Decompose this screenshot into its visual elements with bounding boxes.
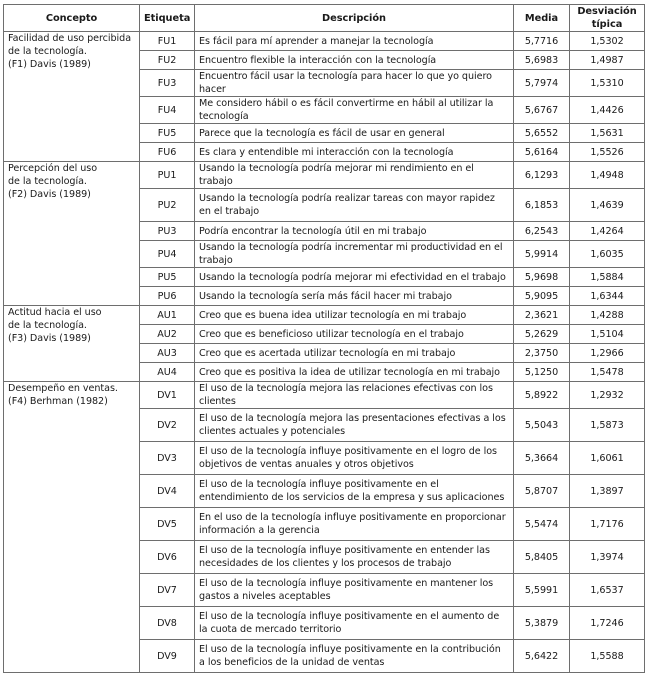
mean-cell: 5,6552	[514, 124, 570, 143]
table-body	[4, 32, 645, 673]
item-label-cell: FU6	[140, 143, 195, 162]
mean-cell: 5,6164	[514, 143, 570, 162]
mean-cell: 5,8405	[514, 541, 570, 574]
item-label-cell: PU5	[140, 268, 195, 287]
mean-cell: 5,5043	[514, 409, 570, 442]
item-description-cell: Usando la tecnología podría mejorar mi rendimiento en el trabajo	[195, 162, 514, 189]
mean-cell: 5,3879	[514, 607, 570, 640]
std-dev-cell: 1,5588	[570, 640, 645, 673]
std-dev-cell: 1,7246	[570, 607, 645, 640]
item-description-cell: Creo que es buena idea utilizar tecnología en mi trabajo	[195, 306, 514, 325]
item-label-cell: PU3	[140, 222, 195, 241]
std-dev-cell: 1,4264	[570, 222, 645, 241]
concept-line: (F3) Davis (1989)	[8, 333, 91, 344]
std-dev-cell: 1,4426	[570, 97, 645, 124]
std-dev-cell: 1,4987	[570, 51, 645, 70]
table-row	[4, 162, 645, 189]
item-label-cell: DV8	[140, 607, 195, 640]
item-description-cell: Es clara y entendible mi interacción con la tecnología	[195, 143, 514, 162]
concept-line: Actitud hacia el uso	[8, 307, 102, 318]
table-row	[4, 32, 645, 51]
item-description-cell: El uso de la tecnología influye positivamente en entender las necesidades de los clientes y los procesos de trabajo	[195, 541, 514, 574]
item-description-cell: El uso de la tecnología influye positivamente en mantener los gastos a niveles aceptables	[195, 574, 514, 607]
item-label-cell: DV4	[140, 475, 195, 508]
mean-cell: 5,8922	[514, 382, 570, 409]
std-dev-cell: 1,3974	[570, 541, 645, 574]
item-description-cell: Me considero hábil o es fácil convertirme en hábil al utilizar la tecnología	[195, 97, 514, 124]
table-row	[4, 382, 645, 409]
mean-cell: 5,6767	[514, 97, 570, 124]
concept-line: Percepción del uso	[8, 163, 98, 174]
item-label-cell: DV1	[140, 382, 195, 409]
item-label-cell: DV5	[140, 508, 195, 541]
item-label-cell: PU6	[140, 287, 195, 306]
item-description-cell: Usando la tecnología podría incrementar mi productividad en el trabajo	[195, 241, 514, 268]
item-label-cell: FU1	[140, 32, 195, 51]
mean-cell: 5,7974	[514, 70, 570, 97]
mean-cell: 5,2629	[514, 325, 570, 344]
table-header	[4, 5, 645, 32]
item-description-cell: Encuentro flexible la interacción con la tecnología	[195, 51, 514, 70]
item-description-cell: El uso de la tecnología influye positivamente en el logro de los objetivos de ventas anuales y otros objetivos	[195, 442, 514, 475]
mean-cell: 5,7716	[514, 32, 570, 51]
concept-line: de la tecnología.	[8, 46, 87, 57]
std-dev-cell: 1,5884	[570, 268, 645, 287]
item-description-cell: Creo que es beneficioso utilizar tecnología en el trabajo	[195, 325, 514, 344]
item-label-cell: FU5	[140, 124, 195, 143]
concept-cell	[4, 162, 140, 306]
item-label-cell: FU3	[140, 70, 195, 97]
concept-line: (F1) Davis (1989)	[8, 59, 91, 70]
header-row	[4, 5, 645, 32]
table-row	[4, 306, 645, 325]
concept-line: de la tecnología.	[8, 176, 87, 187]
std-dev-cell: 1,6035	[570, 241, 645, 268]
mean-cell: 5,9095	[514, 287, 570, 306]
std-dev-cell: 1,5478	[570, 363, 645, 382]
item-label-cell: AU4	[140, 363, 195, 382]
mean-cell: 5,6983	[514, 51, 570, 70]
std-dev-cell: 1,6537	[570, 574, 645, 607]
item-label-cell: DV7	[140, 574, 195, 607]
mean-cell: 5,3664	[514, 442, 570, 475]
mean-cell: 5,6422	[514, 640, 570, 673]
concept-cell	[4, 32, 140, 162]
concept-line: (F4) Berhman (1982)	[8, 396, 108, 407]
item-label-cell: DV2	[140, 409, 195, 442]
concept-cell	[4, 382, 140, 673]
std-dev-cell: 1,5631	[570, 124, 645, 143]
concept-line: Facilidad de uso percibida	[8, 33, 132, 44]
header-mean: Media	[514, 5, 570, 32]
std-dev-cell: 1,6344	[570, 287, 645, 306]
std-dev-cell: 1,7176	[570, 508, 645, 541]
item-label-cell: AU1	[140, 306, 195, 325]
item-label-cell: DV9	[140, 640, 195, 673]
item-description-cell: Creo que es acertada utilizar tecnología en mi trabajo	[195, 344, 514, 363]
std-dev-cell: 1,5310	[570, 70, 645, 97]
std-dev-cell: 1,2966	[570, 344, 645, 363]
mean-cell: 5,9914	[514, 241, 570, 268]
std-dev-cell: 1,4948	[570, 162, 645, 189]
header-label: Etiqueta	[140, 5, 195, 32]
item-label-cell: PU1	[140, 162, 195, 189]
item-description-cell: Es fácil para mí aprender a manejar la tecnología	[195, 32, 514, 51]
item-description-cell: En el uso de la tecnología influye positivamente en proporcionar información a la gerencia	[195, 508, 514, 541]
std-dev-cell: 1,2932	[570, 382, 645, 409]
mean-cell: 2,3621	[514, 306, 570, 325]
std-dev-cell: 1,4288	[570, 306, 645, 325]
item-description-cell: El uso de la tecnología mejora las presentaciones efectivas a los clientes actuales y potenciales	[195, 409, 514, 442]
item-description-cell: Parece que la tecnología es fácil de usar en general	[195, 124, 514, 143]
mean-cell: 6,1293	[514, 162, 570, 189]
item-description-cell: Usando la tecnología sería más fácil hacer mi trabajo	[195, 287, 514, 306]
mean-cell: 5,5991	[514, 574, 570, 607]
std-dev-cell: 1,6061	[570, 442, 645, 475]
item-description-cell: El uso de la tecnología influye positivamente en la contribución a los beneficios de la unidad de ventas	[195, 640, 514, 673]
item-label-cell: FU2	[140, 51, 195, 70]
concept-cell	[4, 306, 140, 382]
item-description-cell: Podría encontrar la tecnología útil en mi trabajo	[195, 222, 514, 241]
item-label-cell: FU4	[140, 97, 195, 124]
mean-cell: 6,1853	[514, 189, 570, 222]
std-dev-cell: 1,5873	[570, 409, 645, 442]
mean-cell: 5,1250	[514, 363, 570, 382]
header-concept: Concepto	[4, 5, 140, 32]
item-description-cell: Encuentro fácil usar la tecnología para hacer lo que yo quiero hacer	[195, 70, 514, 97]
item-description-cell: Usando la tecnología podría mejorar mi efectividad en el trabajo	[195, 268, 514, 287]
mean-cell: 5,8707	[514, 475, 570, 508]
item-description-cell: Usando la tecnología podría realizar tareas con mayor rapidez en el trabajo	[195, 189, 514, 222]
concept-line: (F2) Davis (1989)	[8, 189, 91, 200]
std-dev-cell: 1,3897	[570, 475, 645, 508]
mean-cell: 6,2543	[514, 222, 570, 241]
item-label-cell: AU2	[140, 325, 195, 344]
mean-cell: 5,9698	[514, 268, 570, 287]
std-dev-cell: 1,4639	[570, 189, 645, 222]
item-description-cell: El uso de la tecnología mejora las relaciones efectivas con los clientes	[195, 382, 514, 409]
item-label-cell: DV6	[140, 541, 195, 574]
header-description: Descripción	[195, 5, 514, 32]
std-dev-cell: 1,5302	[570, 32, 645, 51]
item-label-cell: AU3	[140, 344, 195, 363]
concept-line: Desempeño en ventas.	[8, 383, 118, 394]
item-description-cell: Creo que es positiva la idea de utilizar tecnología en mi trabajo	[195, 363, 514, 382]
item-label-cell: PU4	[140, 241, 195, 268]
std-dev-cell: 1,5104	[570, 325, 645, 344]
item-description-cell: El uso de la tecnología influye positivamente en el entendimiento de los servicios de la empresa y sus aplicaciones	[195, 475, 514, 508]
measurement-scale-table	[3, 4, 645, 673]
item-label-cell: DV3	[140, 442, 195, 475]
header-std-dev: Desviación típica	[570, 5, 645, 32]
mean-cell: 2,3750	[514, 344, 570, 363]
item-label-cell: PU2	[140, 189, 195, 222]
item-description-cell: El uso de la tecnología influye positivamente en el aumento de la cuota de mercado territorio	[195, 607, 514, 640]
concept-line: de la tecnología.	[8, 320, 87, 331]
mean-cell: 5,5474	[514, 508, 570, 541]
std-dev-cell: 1,5526	[570, 143, 645, 162]
